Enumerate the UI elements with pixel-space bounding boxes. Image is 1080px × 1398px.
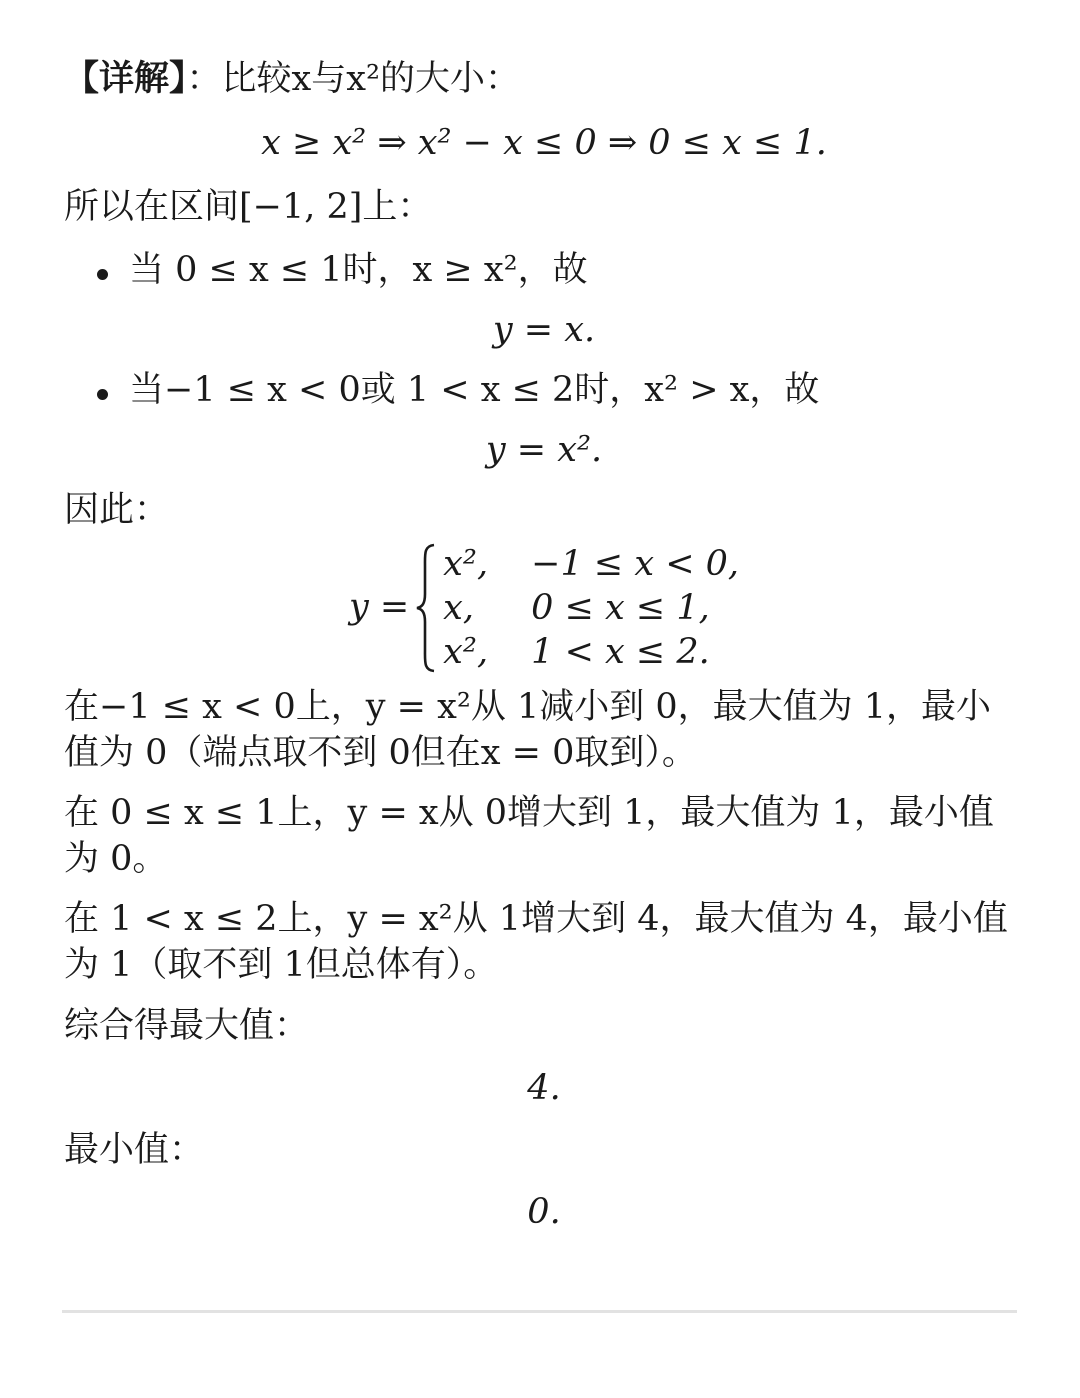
heading-label: 【详解】	[64, 58, 187, 99]
max-value: 4.	[527, 1067, 561, 1108]
min-label: 最小值：	[64, 1130, 205, 1170]
case-condition: 当 0 ≤ x ≤ 1时，x ≥ x²，故	[129, 249, 588, 290]
piecewise-function	[64, 542, 1024, 674]
case-list	[64, 367, 1024, 413]
case-result: y = x².	[485, 430, 603, 471]
case-condition: −1 ≤ x < 0,	[531, 543, 740, 584]
case-item	[64, 367, 1024, 413]
case-expression: x²,	[443, 631, 489, 672]
case-expression: x²,	[443, 543, 489, 584]
analysis-paragraph: 在 0 ≤ x ≤ 1上，y = x从 0增大到 1，最大值为 1，最小值为 0。	[64, 792, 994, 880]
case-condition: 0 ≤ x ≤ 1,	[531, 587, 710, 628]
solution-document	[64, 56, 1024, 1235]
min-value: 0.	[527, 1192, 561, 1233]
inequality-derivation: x ≥ x² ⇒ x² − x ≤ 0 ⇒ 0 ≤ x ≤ 1.	[261, 123, 827, 164]
analysis-paragraph: 在−1 ≤ x < 0上，y = x²从 1减小到 0，最大值为 1，最小值为 0（端点取不到 0但在x = 0取到）。	[64, 686, 992, 773]
left-brace-icon	[415, 542, 437, 674]
case-result: y = x.	[492, 309, 596, 350]
case-condition: 当−1 ≤ x < 0或 1 < x ≤ 2时，x² > x，故	[129, 369, 820, 410]
case-list	[64, 247, 1024, 293]
case-expression: x,	[443, 587, 475, 628]
solution-heading	[64, 56, 1024, 102]
case-condition: 1 < x ≤ 2.	[531, 631, 710, 672]
piecewise-cases	[443, 542, 739, 674]
analysis-paragraph: 在 1 < x ≤ 2上，y = x²从 1增大到 4，最大值为 4，最小值为 1（取不到 1但总体有）。	[64, 899, 1008, 986]
piecewise-lhs: y =	[348, 587, 410, 628]
heading-text: ：比较x与x²的大小：	[186, 59, 521, 99]
therefore-label: 因此：	[64, 490, 170, 531]
case-item	[64, 247, 1024, 293]
interval-statement: 所以在区间[−1, 2]上：	[64, 187, 433, 228]
bottom-divider	[62, 1310, 1017, 1313]
max-label: 综合得最大值：	[64, 1005, 310, 1046]
